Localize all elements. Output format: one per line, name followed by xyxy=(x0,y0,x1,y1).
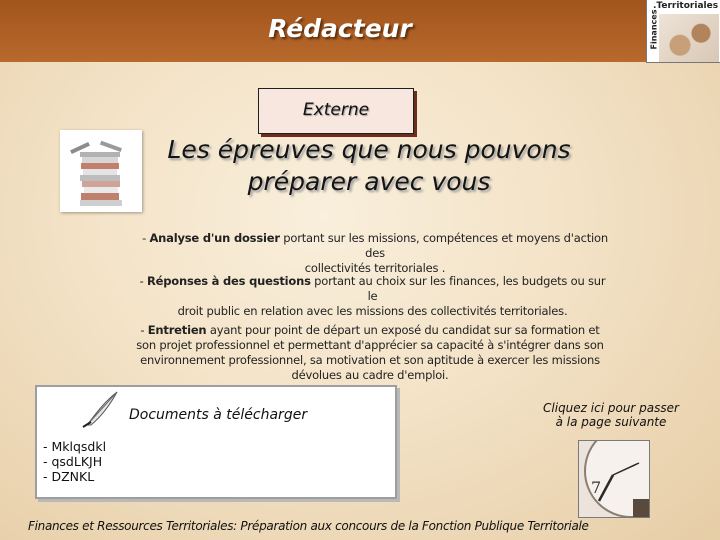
externe-label: Externe xyxy=(302,100,370,120)
footer-text: Finances et Ressources Territoriales: Préparation aux concours de la Fonction Publique Territoriale xyxy=(28,519,589,533)
heading-line-2: préparer avec vous xyxy=(247,167,491,196)
document-link[interactable]: - qsdLKJH xyxy=(43,454,103,469)
logo-text-side: Finances xyxy=(649,9,659,50)
documents-label: Documents à télécharger xyxy=(129,407,308,423)
item-analyse: - Analyse d'un dossier portant sur les missions, compétences et moyens d'action des collectivités territoriales . xyxy=(142,231,608,275)
heading-line-1: Les épreuves que nous pouvons xyxy=(167,135,571,164)
svg-text:7: 7 xyxy=(591,478,602,497)
item-bold: Analyse d'un dossier xyxy=(149,231,280,245)
next-page-link[interactable]: Cliquez ici pour passer à la page suivante xyxy=(543,401,679,429)
externe-box xyxy=(258,88,414,134)
coins-image xyxy=(659,14,719,62)
item-entretien: - Entretien ayant pour point de départ un exposé du candidat sur sa formation et son projet professionnel et permettant d'apprécier sa capacité à s'intégrer dans son environnement professionnel, sa motivation et son aptitude à exercer les missions dévolues au cadre d'emploi. xyxy=(136,323,604,382)
documents-box xyxy=(35,385,397,499)
logo-text-top: .Territoriales xyxy=(653,1,719,11)
item-reponses: - Réponses à des questions portant au choix sur les finances, les budgets ou sur le droit public en relation avec les missions des collectivités territoriales. xyxy=(139,274,606,318)
documents-list xyxy=(43,439,106,484)
section-heading xyxy=(143,134,595,198)
page-title: Rédacteur xyxy=(268,14,412,43)
clock-icon[interactable] xyxy=(578,440,650,518)
document-link[interactable]: - DZNKL xyxy=(43,469,95,484)
item-bold: Réponses à des questions xyxy=(146,274,311,288)
document-link[interactable]: - Mklqsdkl xyxy=(43,439,107,454)
quill-pen-icon xyxy=(81,389,121,429)
finances-territoriales-logo xyxy=(646,0,720,63)
item-bold: Entretien xyxy=(147,323,207,337)
books-stack-icon xyxy=(60,130,142,212)
